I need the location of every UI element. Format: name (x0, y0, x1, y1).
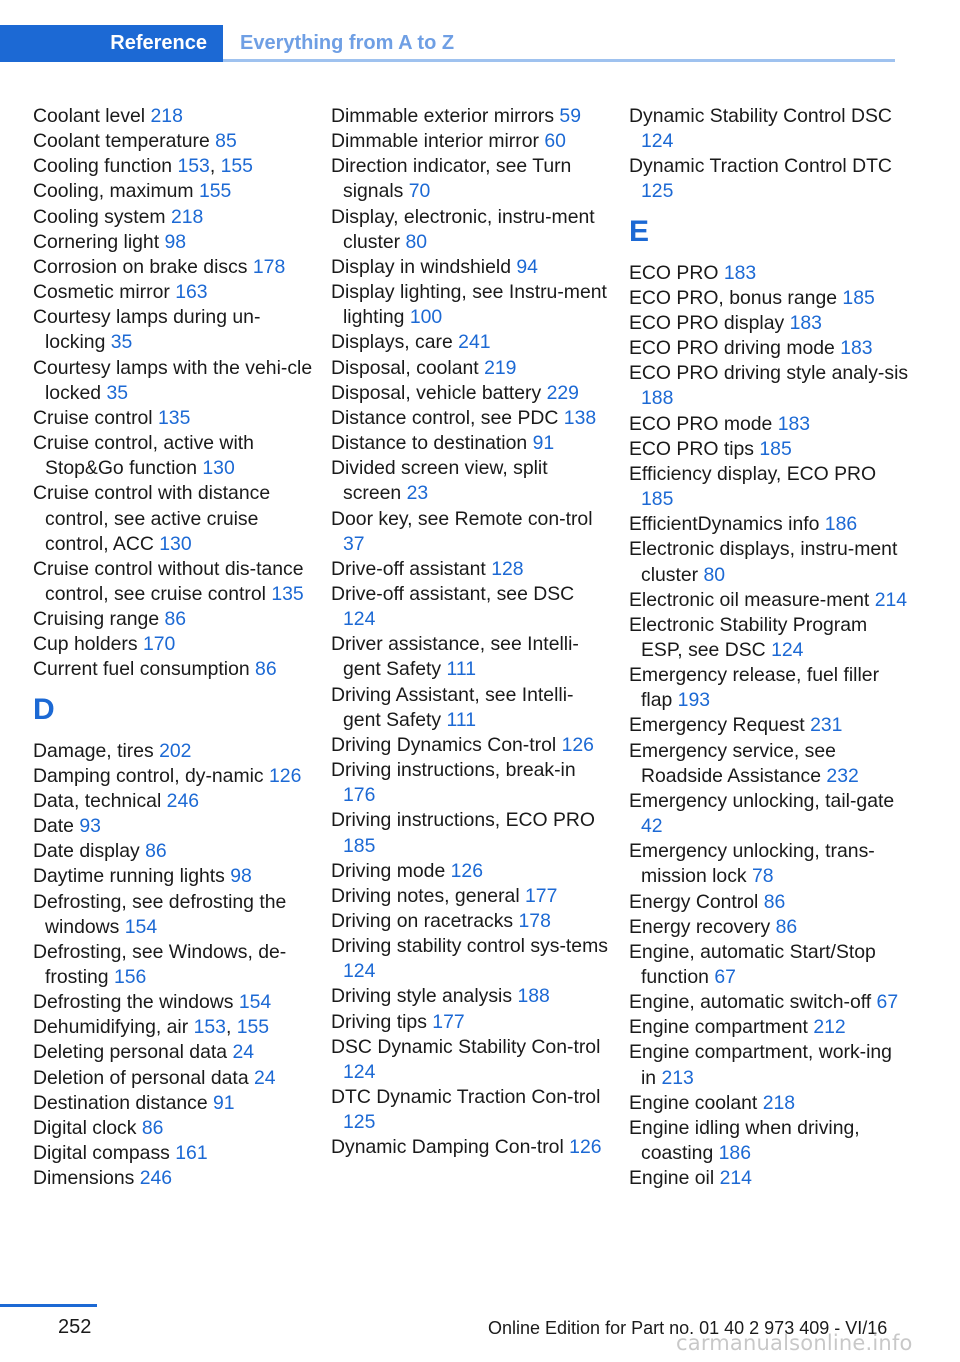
index-entry-text: Dynamic Stability Control DSC (629, 105, 892, 127)
index-entry-text: ECO PRO tips (629, 437, 754, 460)
index-entry-text: Dynamic Damping Con‐trol (331, 1136, 564, 1159)
index-entry-text: Defrosting the windows (33, 991, 234, 1014)
index-entry (331, 154, 611, 204)
index-entry-text: Dimmable exterior mirrors (331, 105, 555, 127)
index-entry-text: Driving instructions, break-in (331, 759, 576, 782)
page-link[interactable]: 212 (813, 1016, 846, 1039)
page-header (0, 0, 960, 62)
header-divider (223, 59, 895, 62)
index-entry (331, 280, 611, 330)
index-entry-text: EfficientDynamics info (629, 513, 820, 536)
page-link[interactable]: 86 (255, 658, 277, 681)
index-entry-text: Dimmable interior mirror (331, 130, 539, 153)
page-link[interactable]: 128 (491, 557, 524, 580)
index-entry (33, 607, 313, 632)
index-entry-text: Digital clock (33, 1116, 137, 1139)
index-entry (33, 890, 313, 940)
index-entry (33, 205, 313, 230)
index-entry (33, 230, 313, 255)
index-entry (629, 412, 909, 437)
index-entry (629, 286, 909, 311)
index-entry-text: Engine compartment, work‐ing in (629, 1041, 892, 1089)
index-entry (331, 507, 611, 557)
index-entry (629, 336, 909, 361)
index-entry-text: Driving instructions, ECO PRO (331, 809, 595, 832)
index-entry-text: ECO PRO mode (629, 412, 773, 435)
index-entry-text: Displays, care (331, 331, 453, 354)
index-entry-text: Coolant temperature (33, 130, 210, 153)
page-link[interactable]: 188 (641, 387, 674, 410)
index-entry-text: Driving notes, general (331, 884, 520, 907)
page-link[interactable]: 185 (343, 834, 376, 857)
index-entry (331, 255, 611, 280)
section-tab-label: Reference (110, 32, 207, 54)
index-entry (629, 990, 909, 1015)
page-link[interactable]: 130 (159, 532, 192, 555)
index-entry (331, 909, 611, 934)
index-entry (331, 934, 611, 984)
index-entry (629, 1166, 909, 1191)
index-entry-text: Daytime running lights (33, 865, 225, 888)
index-entry-text: Damage, tires (33, 739, 154, 762)
page-link[interactable]: 37 (343, 532, 365, 555)
index-entry (331, 104, 611, 129)
page-link[interactable]: 186 (824, 513, 858, 536)
index-entry-text: Deleting personal data (33, 1041, 228, 1064)
page-link[interactable]: 218 (150, 105, 183, 127)
page-link[interactable]: 163 (175, 281, 208, 304)
page-link[interactable]: 93 (79, 815, 101, 838)
subsection-tab-label: Everything from A to Z (240, 32, 455, 54)
page-link[interactable]: 232 (826, 764, 859, 787)
index-entry-text: Distance to destination (331, 432, 528, 455)
page-link[interactable]: 130 (202, 457, 235, 480)
index-entry (33, 255, 313, 280)
watermark: carmanualsonline.info (676, 1331, 913, 1355)
page-link[interactable]: 111 (446, 708, 476, 731)
page-link[interactable]: 23 (406, 482, 429, 505)
page-link[interactable]: 86 (775, 915, 798, 938)
index-entry (331, 456, 611, 506)
subsection-tab[interactable] (240, 25, 454, 62)
index-entry (33, 814, 313, 839)
index-entry-text: ECO PRO driving style analy‐sis (629, 362, 909, 385)
page-link[interactable]: 78 (752, 865, 774, 888)
index-entry-text: Emergency service, see Roadside Assistance (629, 739, 836, 787)
page-link[interactable]: 91 (213, 1091, 235, 1114)
page-link[interactable]: 124 (343, 1060, 376, 1083)
index-entry-text: Driver assistance, see Intelli‐gent Safety (331, 633, 579, 681)
index-entry-text: Cruise control with distance control, see active cruise control, ACC (33, 482, 271, 555)
index-entry-text: Display lighting, see Instru‐ment lighting (331, 281, 607, 329)
index-entry (629, 104, 909, 154)
index-entry (331, 1010, 611, 1035)
page-link[interactable]: 124 (771, 638, 804, 661)
index-entry-text: Engine idling when driving, coasting (629, 1116, 860, 1165)
index-entry (33, 481, 313, 556)
index-entry (629, 1116, 909, 1166)
page-link[interactable]: 246 (166, 789, 200, 812)
page-link[interactable]: 67 (714, 966, 736, 988)
index-entry-text: Cornering light (33, 230, 160, 253)
index-entry (331, 984, 611, 1009)
page-link[interactable]: 231 (810, 714, 843, 737)
index-entry-text: Driving Assistant, see Intelli‐gent Safety (331, 683, 574, 731)
index-entry-text: DSC Dynamic Stability Con‐trol (331, 1035, 601, 1058)
index-entry-text: Engine, automatic switch-off (629, 991, 872, 1014)
page-link[interactable]: 86 (145, 840, 167, 863)
index-entry-text: Emergency release, fuel filler flap (629, 664, 880, 712)
index-entry-text: Display, electronic, instru‐ment cluster (331, 205, 595, 253)
index-entry-text: Digital compass (33, 1142, 170, 1165)
page-link[interactable]: 170 (142, 633, 176, 656)
index-entry (331, 758, 611, 808)
index-entry (33, 739, 313, 764)
page-link[interactable]: 124 (343, 960, 376, 983)
index-entry (629, 537, 909, 587)
page-link[interactable]: 124 (343, 608, 376, 631)
index-entry-text: Corrosion on brake discs (33, 255, 248, 278)
index-entry-text: Data, technical (33, 789, 162, 812)
page-link[interactable]: 138 (563, 406, 597, 429)
index-entry (331, 683, 611, 733)
index-entry (629, 1091, 909, 1116)
index-entry-text: ECO PRO, bonus range (629, 286, 838, 309)
index-entry (629, 739, 909, 789)
index-entry (331, 733, 611, 758)
index-entry-text: Engine coolant (629, 1091, 758, 1114)
page-link[interactable]: 229 (546, 381, 579, 404)
index-entry (331, 1035, 611, 1085)
page-link[interactable]: 124 (641, 130, 674, 153)
index-entry-text: Damping control, dy‐namic (33, 764, 264, 787)
page-link[interactable]: 60 (544, 130, 566, 153)
index-entry (331, 1135, 611, 1160)
page-link[interactable]: 213 (661, 1066, 694, 1089)
index-entry (33, 839, 313, 864)
index-entry (629, 462, 909, 512)
index-entry-text: Dynamic Traction Control DTC (629, 155, 892, 178)
index-entry (33, 1040, 313, 1065)
index-entry (33, 789, 313, 814)
index-column-3 (629, 104, 909, 1191)
page-link[interactable]: 86 (763, 890, 786, 913)
page-link[interactable]: 67 (876, 991, 899, 1014)
page-link[interactable]: 176 (343, 784, 376, 807)
page-link[interactable]: 154 (238, 991, 272, 1014)
index-entry (629, 890, 909, 915)
index-entry (629, 512, 909, 537)
index-entry-text: Driving stability control sys‐tems (331, 935, 608, 958)
page-link[interactable]: 161 (175, 1142, 208, 1165)
page-link[interactable]: 177 (432, 1010, 465, 1033)
index-entry (331, 632, 611, 682)
index-entry-text: Defrosting, see defrosting the windows (33, 890, 287, 938)
index-entry (33, 990, 313, 1015)
index-entry-text: Driving tips (331, 1010, 427, 1033)
index-entry (331, 557, 611, 582)
page-link[interactable]: 183 (777, 412, 811, 435)
index-entry-text: Current fuel consumption (33, 658, 250, 681)
index-entry-text: Deletion of personal data (33, 1066, 249, 1089)
index-entry (33, 179, 313, 204)
index-entry (331, 406, 611, 431)
index-entry (331, 330, 611, 355)
index-column-1 (33, 104, 313, 1191)
index-entry-text: Electronic Stability Program ESP, see DSC (629, 613, 868, 661)
index-entry (629, 940, 909, 990)
index-entry-text: Cup holders (33, 633, 138, 656)
page-link[interactable]: 98 (164, 230, 187, 253)
index-entry-text: Energy recovery (629, 915, 771, 938)
index-entry-text: Electronic oil measure‐ment (629, 588, 870, 611)
page-link[interactable]: 80 (703, 563, 726, 586)
index-entry (33, 1141, 313, 1166)
index-entry-text: Emergency unlocking, trans‐mission lock (629, 840, 875, 888)
index-entry (331, 884, 611, 909)
index-entry-text: Disposal, coolant (331, 356, 479, 379)
index-entry-text: Cooling system (33, 205, 166, 228)
page-link[interactable]: 183 (789, 311, 822, 334)
page-link[interactable]: 246 (139, 1167, 173, 1190)
index-entry (331, 808, 611, 858)
index-entry (331, 1085, 611, 1135)
page-link[interactable]: 186 (718, 1142, 751, 1165)
index-entry-text: Defrosting, see Windows, de‐frosting (33, 940, 287, 988)
index-entry (629, 839, 909, 889)
index-entry-text: Engine oil (629, 1167, 715, 1190)
page-link[interactable]: 86 (164, 608, 187, 631)
index-entry-text: Drive-off assistant, see DSC (331, 582, 575, 605)
index-entry-text: Engine compartment (629, 1016, 808, 1039)
page-link[interactable]: 94 (516, 255, 538, 278)
index-entry-text: Cruise control without dis‐tance control, see cruise control (33, 557, 304, 605)
footer-divider (0, 1304, 97, 1307)
index-entry-text: Cruise control, active with Stop&Go function (33, 432, 254, 480)
page-link[interactable]: 185 (842, 286, 875, 309)
index-entry: Dehumidifying, air 153, 155 (33, 1016, 270, 1039)
index-entry-text: Electronic displays, instru‐ment cluster (629, 538, 898, 586)
index-entry-text: Cruising range (33, 608, 160, 631)
page-link[interactable]: 202 (159, 739, 192, 762)
page-link[interactable]: 126 (561, 733, 594, 756)
page-link[interactable]: 135 (158, 406, 191, 429)
index-entry (629, 437, 909, 462)
index-entry (33, 129, 313, 154)
index-entry-text: Driving Dynamics Con‐trol (331, 733, 557, 756)
index-entry (33, 356, 313, 406)
index-entry (331, 859, 611, 884)
page-link[interactable]: 185 (759, 437, 792, 460)
index-entry-text: Dehumidifying, air (33, 1016, 189, 1039)
index-column-2 (331, 104, 611, 1161)
page-link[interactable]: 35 (110, 331, 133, 354)
index-entry-text: ECO PRO display (629, 311, 785, 334)
page-link[interactable]: 125 (641, 180, 674, 203)
index-entry-text: DTC Dynamic Traction Con‐trol (331, 1086, 601, 1109)
page-link[interactable]: 183 (723, 261, 757, 284)
page-link[interactable]: 218 (170, 205, 204, 228)
page-link[interactable]: 183 (840, 337, 873, 360)
page-link[interactable]: 188 (517, 985, 550, 1008)
page-link[interactable]: 155 (220, 155, 253, 178)
index-entry (629, 311, 909, 336)
index-entry-text: Cruise control (33, 406, 153, 429)
index-entry-text: ECO PRO (629, 261, 719, 284)
index-entry-text: Emergency Request (629, 714, 805, 737)
index-entry (33, 557, 313, 607)
index-entry-text: Emergency unlocking, tail‐gate (629, 789, 895, 812)
page-link[interactable]: 214 (874, 588, 908, 611)
page-link[interactable]: 24 (254, 1066, 276, 1089)
index-entry (33, 940, 313, 990)
index-letter-heading: E (629, 214, 650, 248)
index-entry (33, 280, 313, 305)
index-entry-text: Engine, automatic Start/Stop function (629, 940, 876, 988)
index-entry-text: ECO PRO driving mode (629, 337, 835, 360)
index-entry (629, 1040, 909, 1090)
index-entry (629, 154, 909, 204)
page-link[interactable]: 218 (762, 1091, 796, 1114)
page-link[interactable]: 126 (269, 764, 302, 787)
index-entry (331, 431, 611, 456)
index-entry (629, 789, 909, 839)
index-entry-text: Driving on racetracks (331, 910, 514, 932)
index-entry (33, 305, 313, 355)
index-entry (629, 663, 909, 713)
page-link[interactable]: 156 (113, 966, 147, 988)
page-number: 252 (58, 1316, 92, 1338)
page-link[interactable]: 126 (569, 1136, 602, 1159)
page-link[interactable]: 153 (193, 1016, 226, 1039)
index-entry (629, 1015, 909, 1040)
page-link[interactable]: 85 (215, 130, 237, 153)
index-entry-text: Energy Control (629, 890, 759, 913)
page-link[interactable]: 35 (106, 381, 129, 404)
page-link[interactable]: 154 (124, 915, 158, 938)
page-link[interactable]: 111 (446, 658, 476, 681)
index-entry: Cooling function 153, 155 (33, 155, 253, 178)
index-entry (33, 864, 313, 889)
index-entry (33, 406, 313, 431)
page-link[interactable]: 135 (271, 582, 304, 605)
page-link[interactable]: 98 (230, 865, 252, 888)
page-link[interactable]: 70 (408, 180, 431, 203)
index-entry (629, 915, 909, 940)
index-entry-text: Door key, see Remote con‐trol (331, 507, 593, 530)
index-entry (629, 361, 909, 411)
page-link[interactable]: 125 (343, 1111, 376, 1134)
index-entry-text: Date (33, 815, 74, 838)
page-link[interactable]: 219 (484, 356, 517, 379)
index-entry-text: Drive-off assistant (331, 557, 486, 580)
page-link[interactable]: 91 (532, 432, 555, 455)
index-entry-text: Divided screen view, split screen (331, 457, 548, 505)
page-link[interactable]: 193 (677, 689, 711, 712)
index-entry (33, 1091, 313, 1116)
index-entry-text: Courtesy lamps with the vehi‐cle locked (33, 356, 313, 404)
page-link[interactable]: 86 (141, 1116, 164, 1139)
index-entry-text: Cooling function (33, 155, 173, 178)
index-entry-text: Distance control, see PDC (331, 406, 559, 429)
index-letter-heading: D (33, 692, 55, 726)
index-entry (629, 613, 909, 663)
index-entry (629, 713, 909, 738)
index-entry-text: Disposal, vehicle battery (331, 381, 542, 404)
page-link[interactable]: 100 (409, 306, 443, 329)
edition-note: Online Edition for Part no. 01 40 2 973 409 - VI/16 (488, 1318, 888, 1338)
index-entry (629, 261, 909, 286)
index-entry (331, 381, 611, 406)
index-entry-text: Dimensions (33, 1167, 135, 1190)
index-entry-text: Efficiency display, ECO PRO (629, 462, 877, 485)
page-link[interactable]: 80 (405, 230, 428, 253)
index-entry-text: Driving style analysis (331, 985, 513, 1008)
index-entry-text: Coolant level (33, 105, 146, 127)
page-link[interactable]: 214 (719, 1167, 752, 1190)
index-entry (331, 205, 611, 255)
index-entry-text: Courtesy lamps during un‐locking (33, 306, 261, 354)
index-entry (331, 582, 611, 632)
page-link[interactable]: 155 (236, 1016, 270, 1039)
index-entry-text: Destination distance (33, 1091, 208, 1114)
page-link[interactable]: 178 (518, 910, 551, 932)
index-entry (33, 657, 313, 682)
index-entry (33, 431, 313, 481)
section-tab-reference[interactable] (0, 25, 223, 62)
page-link[interactable]: 177 (525, 884, 558, 907)
page-link[interactable]: 241 (458, 331, 491, 354)
index-entry-text: Cosmetic mirror (33, 281, 170, 304)
index-entry (33, 1116, 313, 1141)
index-entry-text: Date display (33, 840, 140, 863)
index-entry-text: Display in windshield (331, 255, 511, 278)
page-link[interactable]: 155 (198, 180, 232, 203)
index-entry (33, 1066, 313, 1091)
index-entry (33, 764, 313, 789)
index-entry-text: Direction indicator, see Turn signals (331, 155, 572, 203)
index-entry (33, 632, 313, 657)
page-link[interactable]: 185 (641, 488, 674, 511)
page-link[interactable]: 42 (641, 815, 663, 838)
page-link[interactable]: 153 (177, 155, 210, 178)
index-entry (33, 1166, 313, 1191)
index-entry-text: Cooling, maximum (33, 180, 194, 203)
index-entry (331, 356, 611, 381)
index-entry (331, 129, 611, 154)
index-entry (629, 588, 909, 613)
index-entry-text: Driving mode (331, 859, 446, 882)
index-entry (33, 104, 313, 129)
page-link[interactable]: 24 (232, 1041, 255, 1064)
page-link[interactable]: 59 (559, 105, 581, 127)
page-link[interactable]: 178 (252, 255, 286, 278)
page-link[interactable]: 126 (450, 859, 483, 882)
